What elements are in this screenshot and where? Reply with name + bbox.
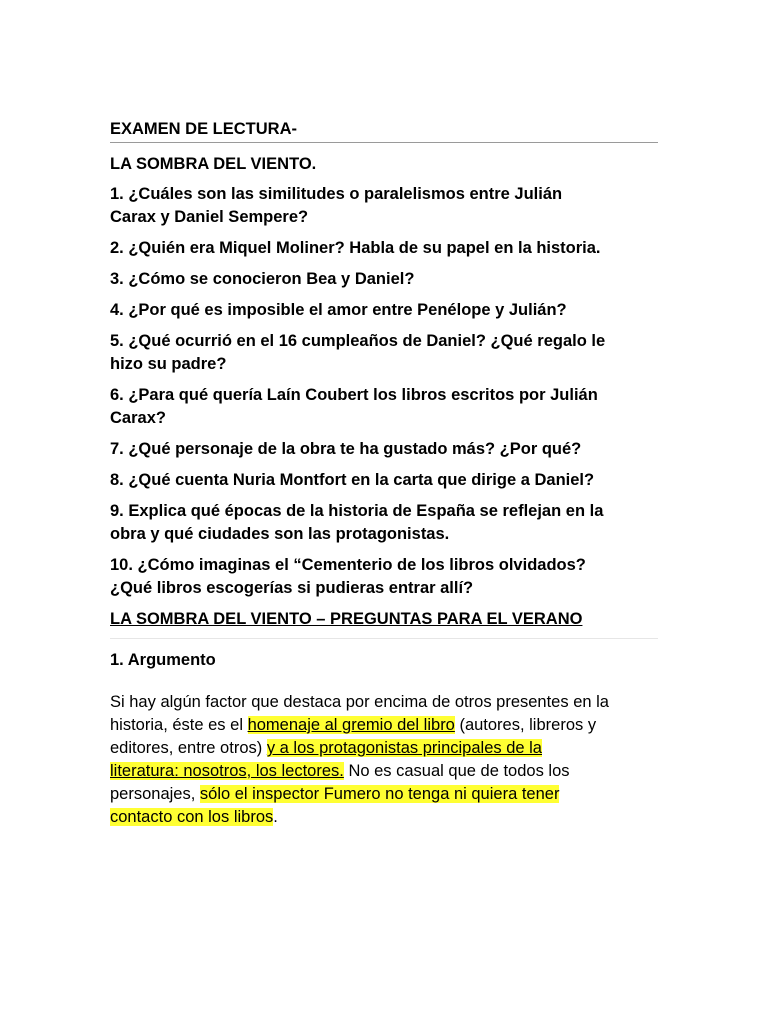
paragraph-text: historia, éste es el [110, 716, 248, 734]
document-body [110, 118, 658, 829]
question-line: 9. Explica qué épocas de la historia de España se reflejan en la [110, 502, 604, 520]
highlighted-text: contacto con los libros [110, 808, 274, 826]
question-line: 1. ¿Cuáles son las similitudes o paralelismos entre Julián [110, 185, 563, 203]
question-line: ¿Qué libros escogerías si pudieras entrar allí? [110, 579, 474, 597]
question-line: 2. ¿Quién era Miquel Moliner? Habla de su papel en la historia. [110, 239, 601, 257]
argument-paragraph [110, 691, 658, 829]
paragraph-line [110, 783, 658, 806]
subsection-title: 1. Argumento [110, 651, 216, 669]
question-line: 8. ¿Qué cuenta Nuria Montfort en la carta que dirige a Daniel? [110, 471, 595, 489]
paragraph-text: (autores, libreros y [454, 716, 597, 734]
paragraph-line [110, 760, 658, 783]
question-line: 10. ¿Cómo imaginas el “Cementerio de los libros olvidados? [110, 556, 586, 574]
question-line: obra y qué ciudades son las protagonistas. [110, 525, 450, 543]
title-block [110, 118, 658, 143]
highlighted-text: y a los protagonistas principales de la [266, 739, 542, 757]
question-item [110, 384, 658, 430]
question-line: 5. ¿Qué ocurrió en el 16 cumpleaños de Daniel? ¿Qué regalo le [110, 332, 606, 350]
question-line: 3. ¿Cómo se conocieron Bea y Daniel? [110, 270, 415, 288]
paragraph-text: . [273, 808, 278, 826]
paragraph-line [110, 737, 658, 760]
paragraph-text: No es casual que de todos los [343, 762, 570, 780]
highlighted-text: sólo el inspector Fumero no tenga ni quiera tener [199, 785, 560, 803]
exam-subtitle: LA SOMBRA DEL VIENTO. [110, 155, 317, 173]
paragraph-line [110, 714, 658, 737]
paragraph-line [110, 691, 658, 714]
question-item [110, 268, 658, 291]
question-item [110, 183, 658, 229]
question-line: 4. ¿Por qué es imposible el amor entre Penélope y Julián? [110, 301, 567, 319]
section-header [110, 608, 658, 639]
question-item [110, 500, 658, 546]
question-line: Carax y Daniel Sempere? [110, 208, 309, 226]
question-list [110, 183, 658, 600]
question-line: hizo su padre? [110, 355, 227, 373]
question-item [110, 469, 658, 492]
section-title: LA SOMBRA DEL VIENTO – PREGUNTAS PARA EL VERANO [110, 610, 583, 628]
question-item [110, 237, 658, 260]
question-item [110, 330, 658, 376]
paragraph-line [110, 806, 658, 829]
question-item [110, 438, 658, 461]
question-line: 7. ¿Qué personaje de la obra te ha gustado más? ¿Por qué? [110, 440, 582, 458]
exam-header: EXAMEN DE LECTURA- [110, 120, 298, 138]
paragraph-text: Si hay algún factor que destaca por encima de otros presentes en la [110, 693, 609, 711]
highlighted-text: literatura: nosotros, los lectores. [110, 762, 344, 780]
highlighted-text: homenaje al gremio del libro [247, 716, 455, 734]
paragraph-text: editores, entre otros) [110, 739, 267, 757]
question-line: 6. ¿Para qué quería Laín Coubert los libros escritos por Julián [110, 386, 598, 404]
question-item [110, 299, 658, 322]
paragraph-text: personajes, [110, 785, 200, 803]
question-line: Carax? [110, 409, 166, 427]
question-item [110, 554, 658, 600]
